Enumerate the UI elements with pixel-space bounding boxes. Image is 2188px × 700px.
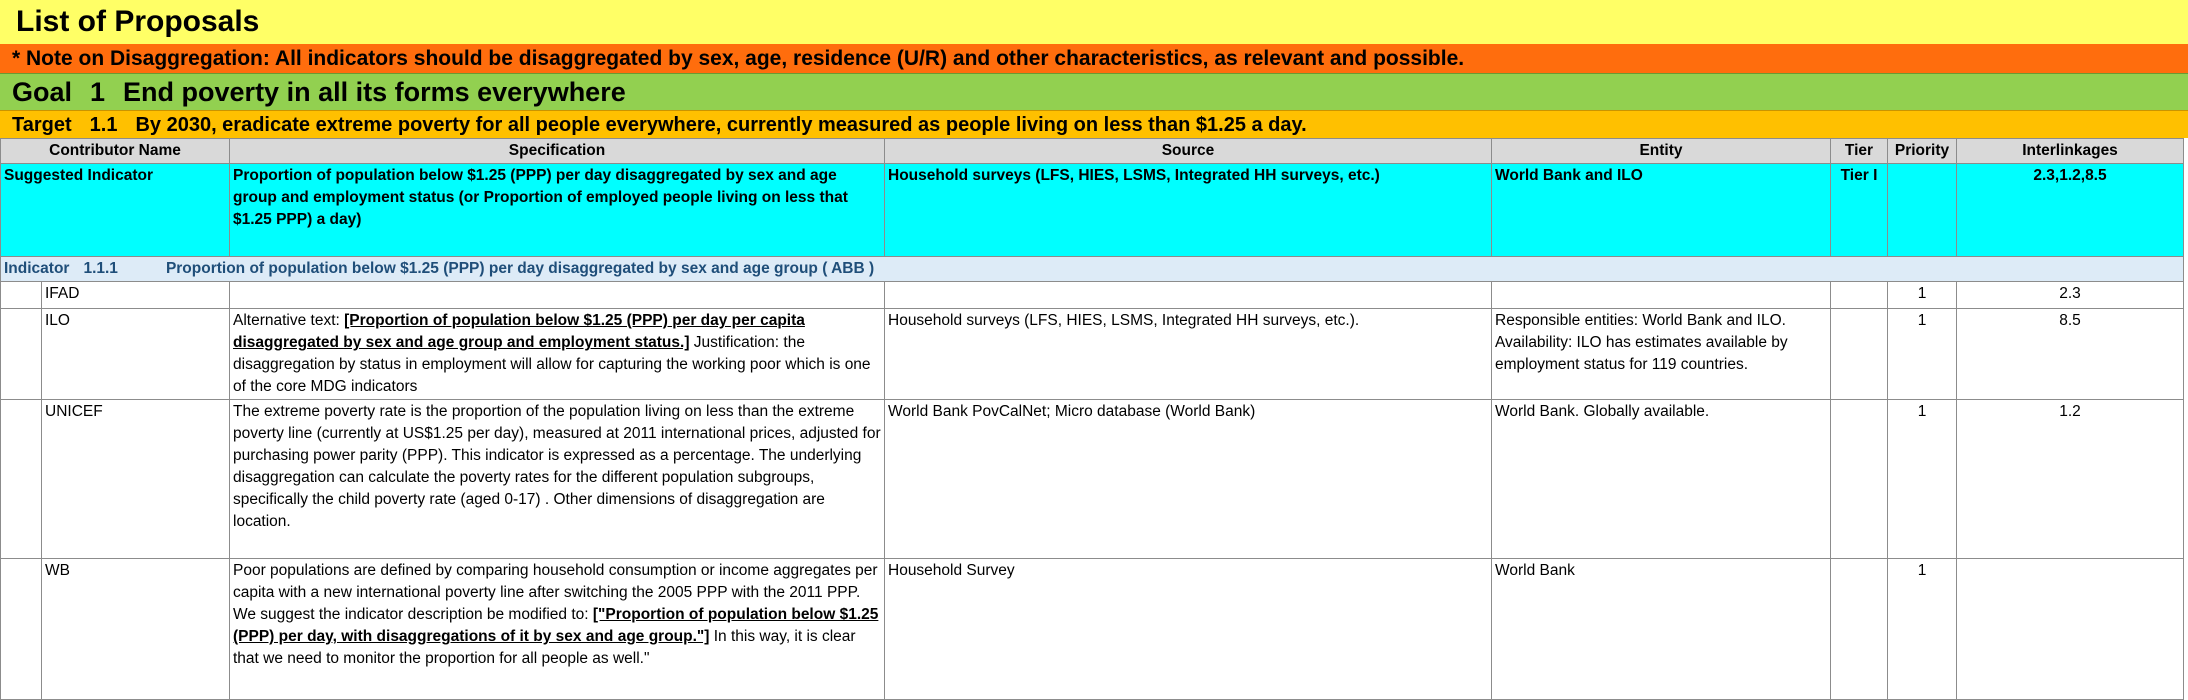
spec-suffix: Justification: the disaggregation by status in employment will allow for capturing the working poor which is one of the core MDG indicators <box>233 334 871 395</box>
suggested-interlinkages: 2.3,1.2,8.5 <box>1957 164 2184 257</box>
table-row <box>1 559 2184 700</box>
spec-suggested-description: ["Proportion of population below $1.25 (PPP) per day, with disaggregations of it by sex and age group."] <box>233 606 879 645</box>
contributor-cell: ILO <box>42 309 230 400</box>
suggested-indicator-row <box>1 164 2184 257</box>
tier-cell <box>1831 559 1888 700</box>
table-row <box>1 400 2184 559</box>
table-row <box>1 309 2184 400</box>
suggested-priority <box>1888 164 1957 257</box>
row-marker <box>1 559 42 700</box>
spec-prefix: Alternative text: <box>233 312 345 329</box>
goal-text: End poverty in all its forms everywhere <box>123 77 626 107</box>
source-cell <box>885 282 1492 309</box>
row-marker <box>1 309 42 400</box>
entity-cell: Responsible entities: World Bank and ILO. Availability: ILO has estimates available by employment status for 119 countries. <box>1492 309 1831 400</box>
header-entity: Entity <box>1492 139 1831 164</box>
spec-suffix: In this way, it is clear that we need to monitor the proportion for all people as well." <box>233 628 856 667</box>
specification-cell <box>230 559 885 700</box>
priority-cell: 1 <box>1888 559 1957 700</box>
specification-cell <box>230 309 885 400</box>
suggested-label: Suggested Indicator <box>1 164 230 257</box>
suggested-specification: Proportion of population below $1.25 (PPP) per day disaggregated by sex and age group and employment status (or Proportion of employed people living on less that $1.25 PPP) a day) <box>230 164 885 257</box>
suggested-tier: Tier I <box>1831 164 1888 257</box>
header-row <box>1 139 2184 164</box>
interlinkages-cell: 8.5 <box>1957 309 2184 400</box>
source-cell: Household Survey <box>885 559 1492 700</box>
specification-cell <box>230 282 885 309</box>
page-title: List of Proposals <box>0 0 2188 44</box>
table-row <box>1 282 2184 309</box>
header-interlinkages: Interlinkages <box>1957 139 2184 164</box>
source-cell: Household surveys (LFS, HIES, LSMS, Integrated HH surveys, etc.). <box>885 309 1492 400</box>
priority-cell: 1 <box>1888 282 1957 309</box>
contributor-cell: UNICEF <box>42 400 230 559</box>
interlinkages-cell <box>1957 559 2184 700</box>
contributor-cell: IFAD <box>42 282 230 309</box>
spec-prefix: Poor populations are defined by comparing household consumption or income aggregates per capita with a new international poverty line after switching the 2005 PPP with the 2011 PPP. We suggest the indicator description be modified to: <box>233 562 878 623</box>
entity-cell: World Bank <box>1492 559 1831 700</box>
contributor-cell: WB <box>42 559 230 700</box>
interlinkages-cell: 2.3 <box>1957 282 2184 309</box>
goal-label: Goal <box>12 77 73 107</box>
source-cell: World Bank PovCalNet; Micro database (World Bank) <box>885 400 1492 559</box>
indicator-number: 1.1.1 <box>83 260 118 277</box>
entity-cell <box>1492 282 1831 309</box>
suggested-source: Household surveys (LFS, HIES, LSMS, Integrated HH surveys, etc.) <box>885 164 1492 257</box>
goal-number: 1 <box>90 77 106 107</box>
header-specification: Specification <box>230 139 885 164</box>
entity-cell: World Bank. Globally available. <box>1492 400 1831 559</box>
tier-cell <box>1831 282 1888 309</box>
indicator-title <box>1 257 2184 282</box>
target-label: Target <box>12 114 72 136</box>
row-marker <box>1 400 42 559</box>
specification-cell: The extreme poverty rate is the proportion of the population living on less than the extreme poverty line (currently at US$1.25 per day), measured at 2011 international prices, adjusted for purchasing power parity (PPP). This indicator is expressed as a percentage. The underlying disaggregation can calculate the poverty rates for the different population subgroups, specifically the child poverty rate (aged 0-17) . Other dimensions of disaggregation are location. <box>230 400 885 559</box>
indicator-text: Proportion of population below $1.25 (PPP) per day disaggregated by sex and age group ( ABB ) <box>165 260 875 277</box>
header-source: Source <box>885 139 1492 164</box>
target-number: 1.1 <box>89 114 118 136</box>
indicator-row <box>1 257 2184 282</box>
indicator-label: Indicator <box>4 260 70 277</box>
disaggregation-note: * Note on Disaggregation: All indicators should be disaggregated by sex, age, residence (U/R) and other characteristics, as relevant and possible. <box>0 44 2188 73</box>
target-text: By 2030, eradicate extreme poverty for all people everywhere, currently measured as people living on less than $1.25 a day. <box>135 114 1307 136</box>
suggested-entity: World Bank and ILO <box>1492 164 1831 257</box>
target-header <box>0 110 2188 138</box>
proposals-table <box>0 138 2184 700</box>
priority-cell: 1 <box>1888 400 1957 559</box>
goal-header <box>0 73 2188 110</box>
interlinkages-cell: 1.2 <box>1957 400 2184 559</box>
header-contributor: Contributor Name <box>1 139 230 164</box>
header-priority: Priority <box>1888 139 1957 164</box>
priority-cell: 1 <box>1888 309 1957 400</box>
tier-cell <box>1831 400 1888 559</box>
row-marker <box>1 282 42 309</box>
tier-cell <box>1831 309 1888 400</box>
spec-alternative-text: [Proportion of population below $1.25 (PPP) per day per capita disaggregated by sex and age group and employment status.] <box>233 312 805 351</box>
header-tier: Tier <box>1831 139 1888 164</box>
